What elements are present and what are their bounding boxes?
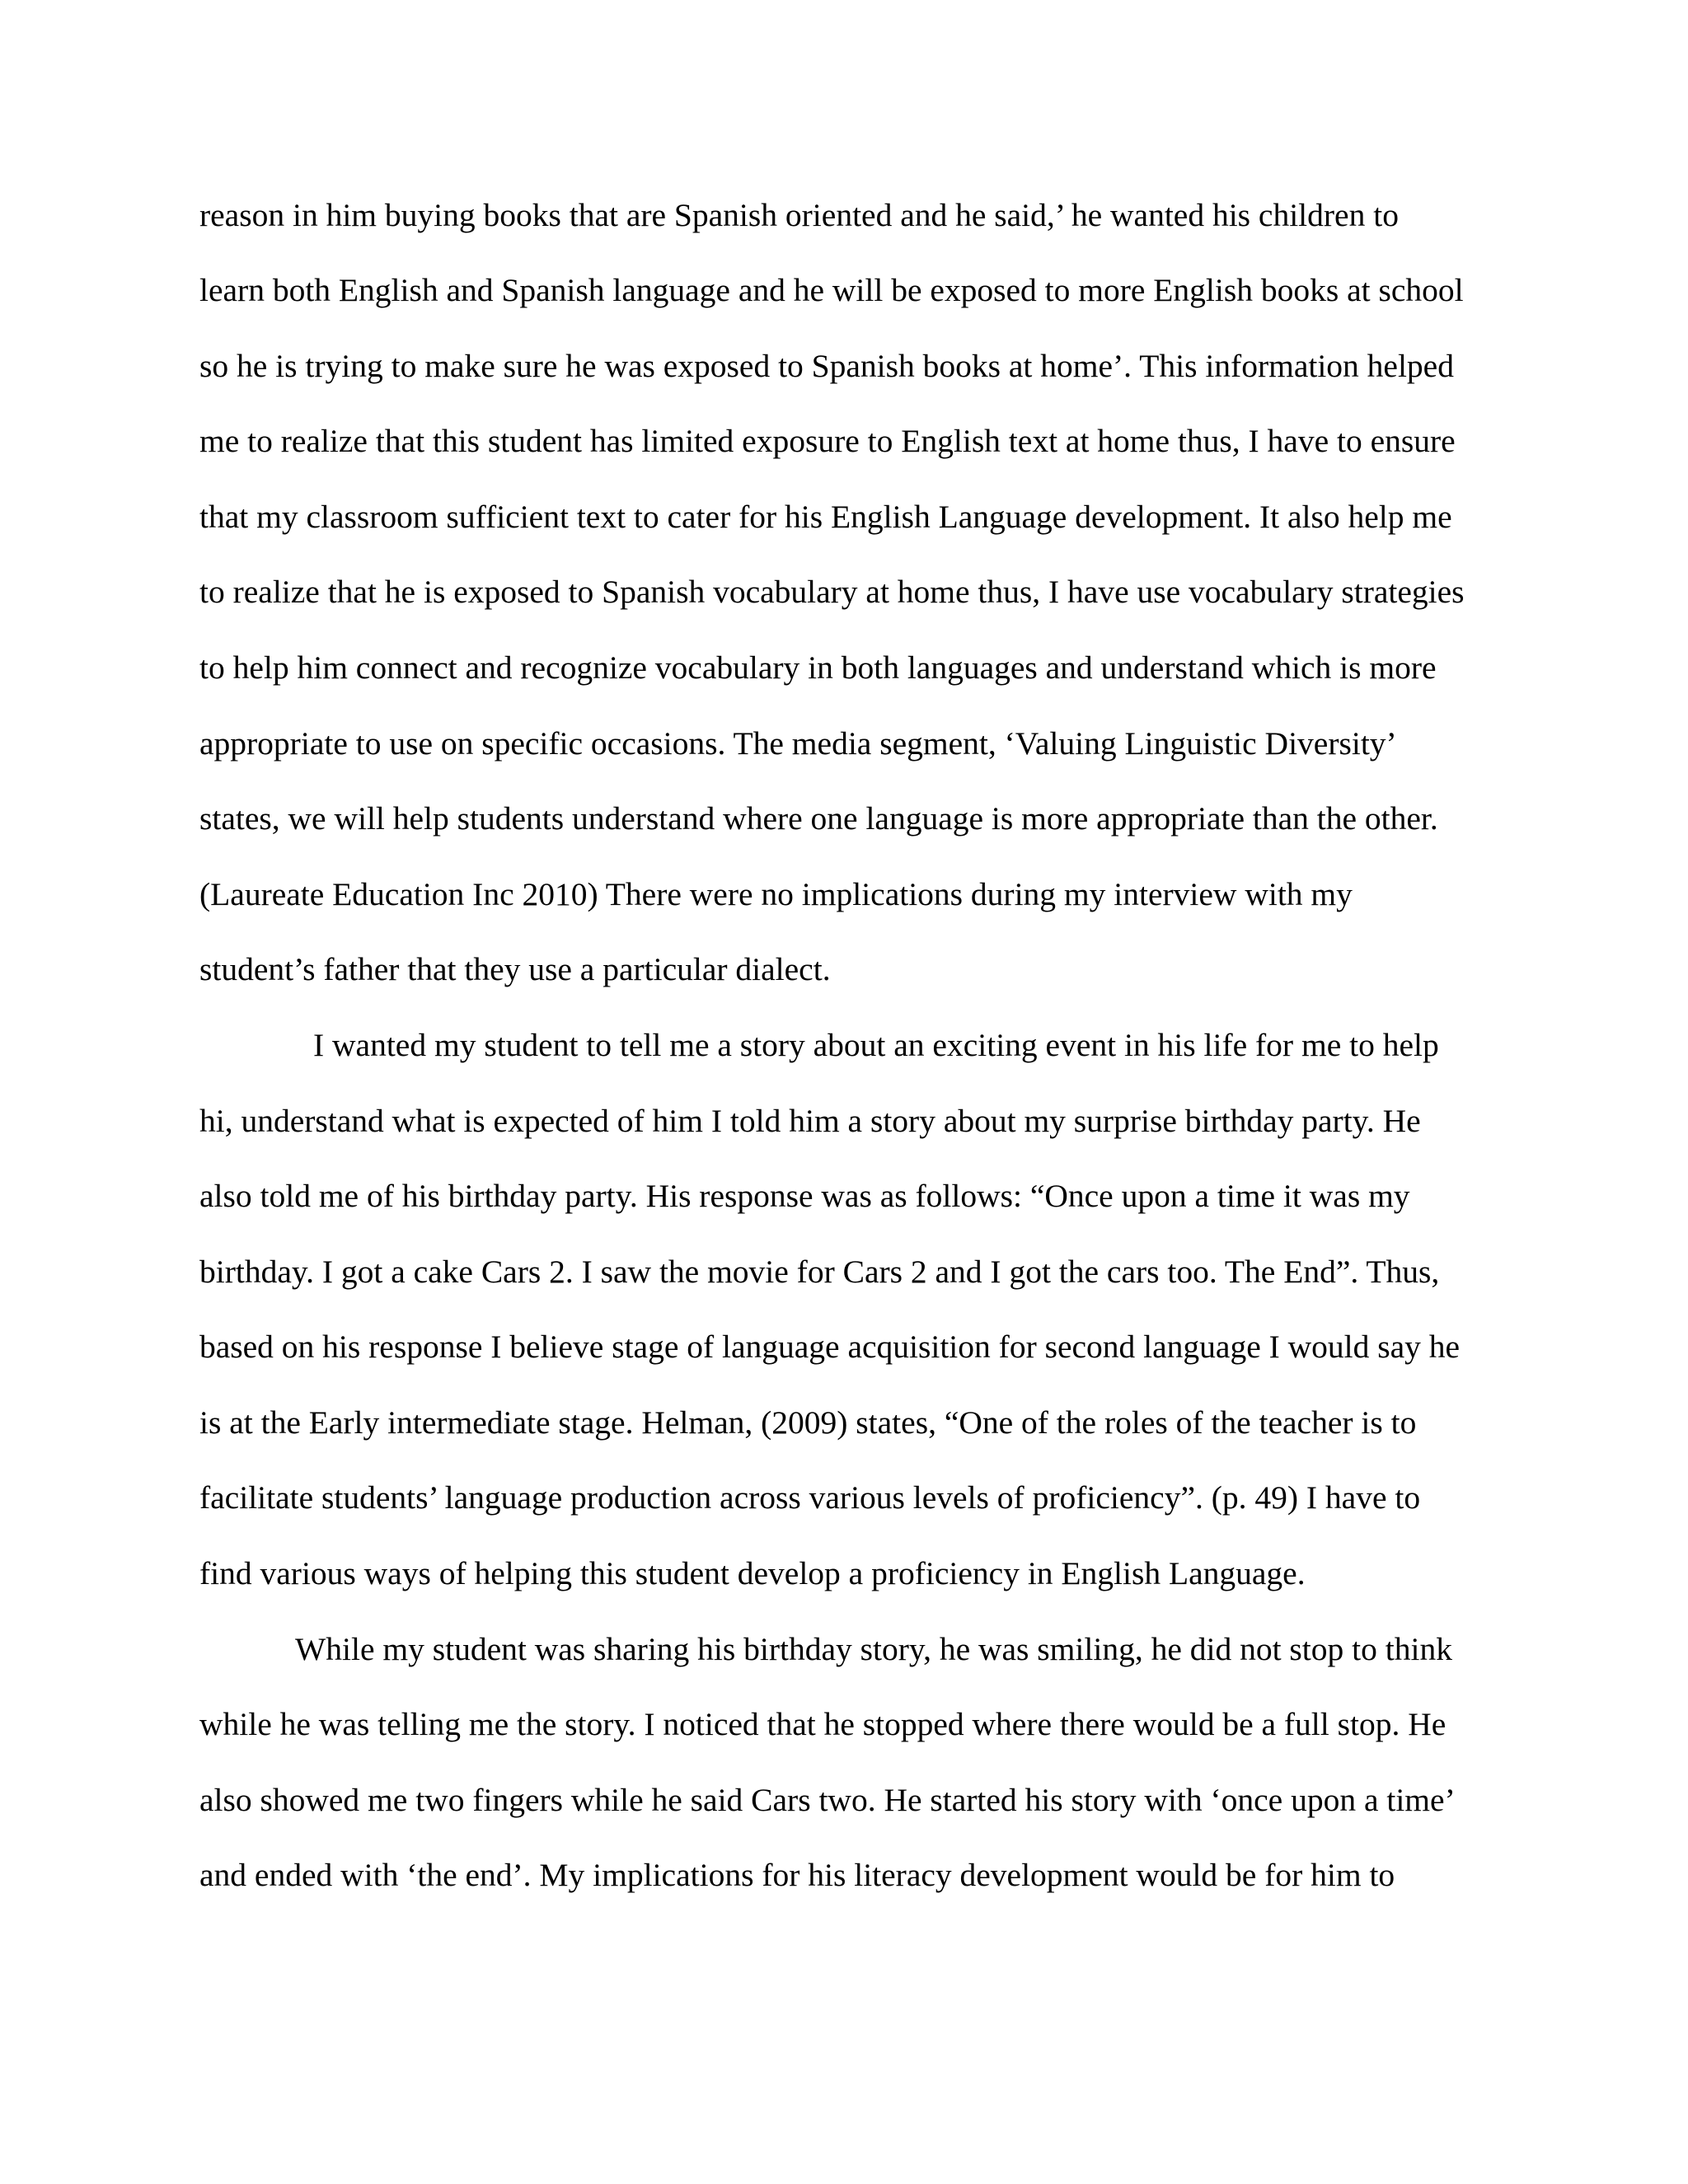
text-line: states, we will help students understand where one language is more appropriate than the other.: [199, 800, 1438, 837]
text-line: learn both English and Spanish language and he will be exposed to more English books at school: [199, 272, 1464, 308]
text-line: and ended with ‘the end’. My implications for his literacy development would be for him to: [199, 1857, 1395, 1893]
text-line: facilitate students’ language production across various levels of proficiency”. (p. 49) I have to: [199, 1479, 1421, 1516]
text-line: based on his response I believe stage of language acquisition for second language I would say he: [199, 1329, 1461, 1365]
text-line: while he was telling me the story. I noticed that he stopped where there would be a full stop. He: [199, 1706, 1447, 1742]
text-line: that my classroom sufficient text to cater for his English Language development. It also help me: [199, 499, 1452, 535]
text-line: also showed me two fingers while he said Cars two. He started his story with ‘once upon a time’: [199, 1782, 1456, 1818]
text-line: is at the Early intermediate stage. Helman, (2009) states, “One of the roles of the teacher is to: [199, 1404, 1417, 1441]
text-line: appropriate to use on specific occasions. The media segment, ‘Valuing Linguistic Diversity’: [199, 725, 1397, 762]
text-line: (Laureate Education Inc 2010) There were no implications during my interview with my: [199, 876, 1353, 912]
text-line: to realize that he is exposed to Spanish vocabulary at home thus, I have use vocabulary strategies: [199, 574, 1465, 610]
text-line: student’s father that they use a particular dialect.: [199, 951, 831, 987]
text-line: find various ways of helping this student develop a proficiency in English Language.: [199, 1555, 1306, 1591]
text-line: so he is trying to make sure he was exposed to Spanish books at home’. This information helped: [199, 348, 1454, 384]
text-line: birthday. I got a cake Cars 2. I saw the movie for Cars 2 and I got the cars too. The End”. Thus,: [199, 1254, 1440, 1290]
text-line: also told me of his birthday party. His response was as follows: “Once upon a time it was my: [199, 1178, 1410, 1214]
paragraph-first-line: While my student was sharing his birthday story, he was smiling, he did not stop to think: [295, 1631, 1452, 1667]
paragraph-first-line: I wanted my student to tell me a story about an exciting event in his life for me to help: [313, 1027, 1439, 1063]
text-line: hi, understand what is expected of him I told him a story about my surprise birthday party. He: [199, 1103, 1421, 1139]
text-line: to help him connect and recognize vocabulary in both languages and understand which is more: [199, 649, 1437, 686]
text-line: reason in him buying books that are Spanish oriented and he said,’ he wanted his children to: [199, 197, 1399, 233]
text-line: me to realize that this student has limited exposure to English text at home thus, I have to ensure: [199, 423, 1456, 459]
